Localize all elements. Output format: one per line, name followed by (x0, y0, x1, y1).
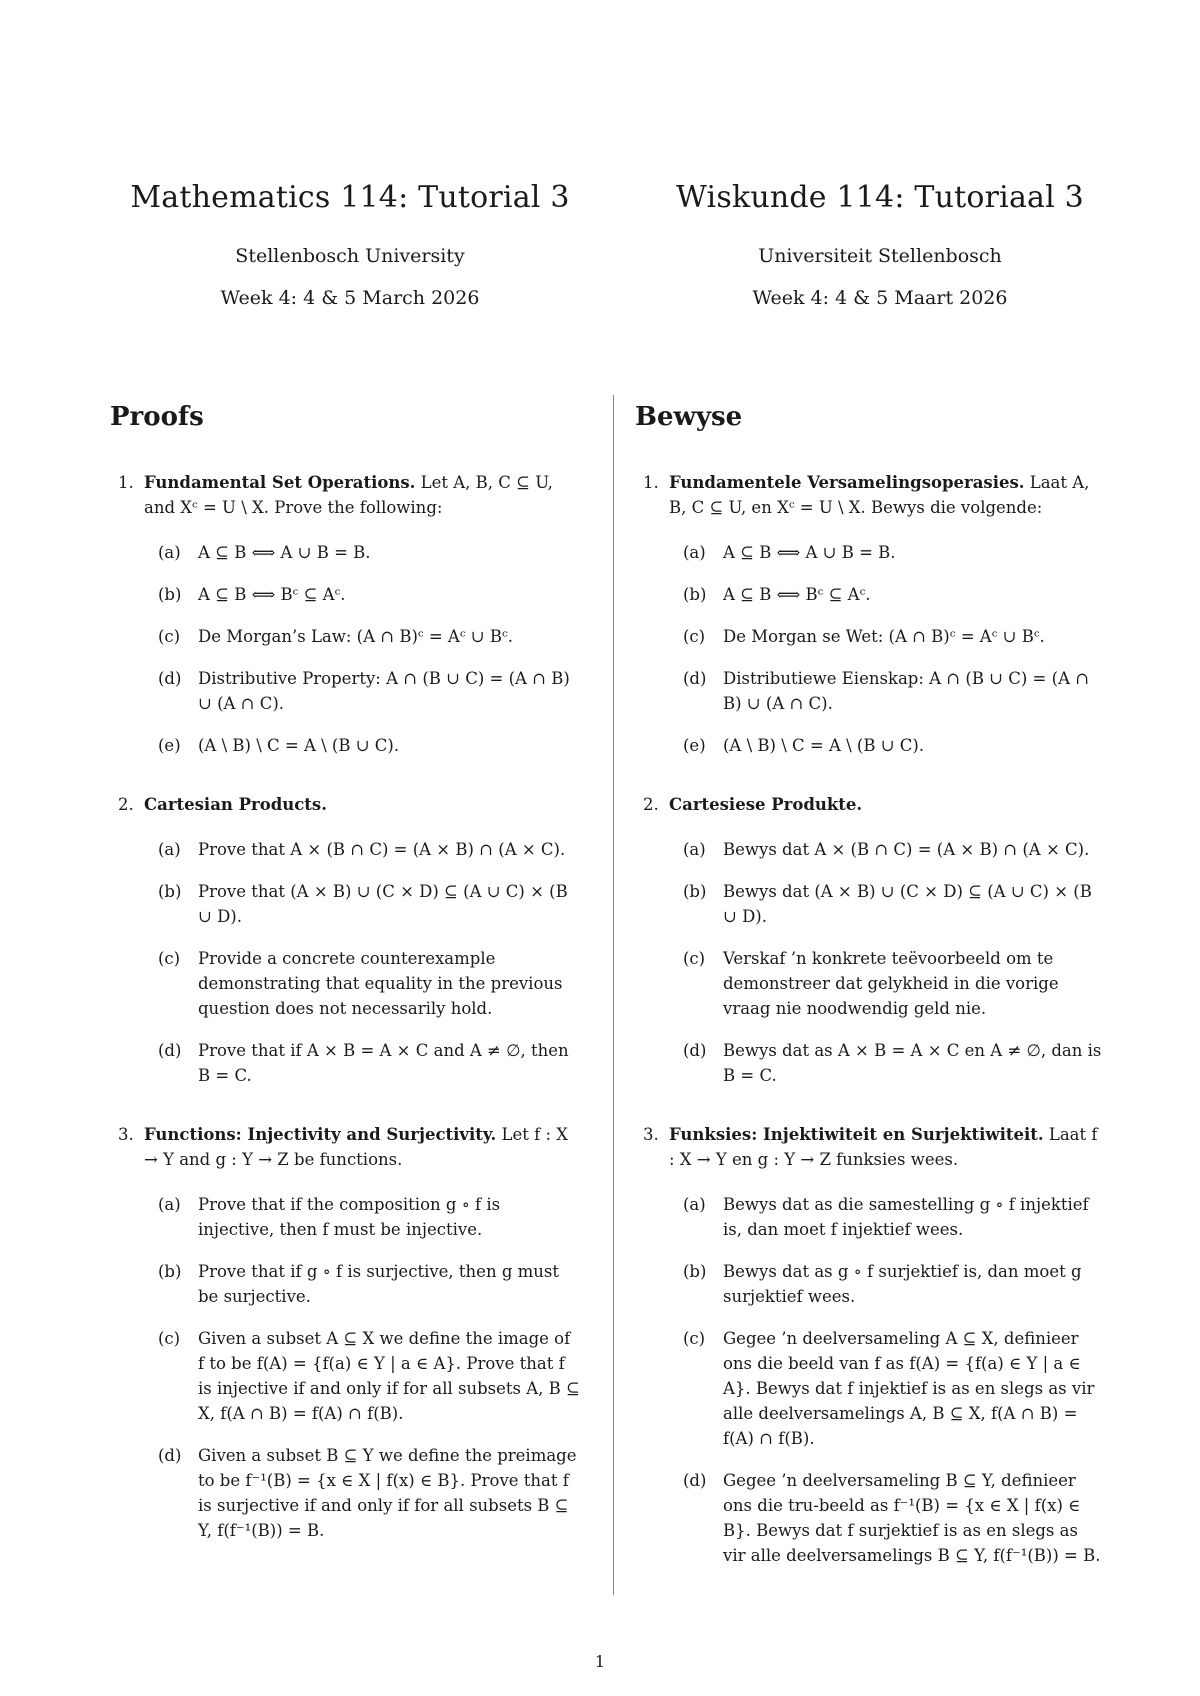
part-label: (d) (683, 669, 707, 688)
part-label: (c) (683, 627, 706, 646)
part-text: Prove that if A × B = A × C and A ≠ ∅, then B = C. (198, 1041, 569, 1085)
problem-part (669, 666, 1105, 716)
part-label: (d) (158, 1446, 182, 1465)
problem-part (144, 879, 580, 929)
problem-part (669, 1038, 1105, 1088)
problem-intro: Laat f : X → Y en g : Y → Z funksies wees. (669, 1125, 1098, 1169)
part-text: Prove that (A × B) ∪ (C × D) ⊆ (A ∪ C) × (B ∪ D). (198, 882, 568, 926)
english-column (110, 402, 580, 1577)
part-text: Distributive Property: A ∩ (B ∪ C) = (A ∩ B) ∪ (A ∩ C). (198, 669, 570, 713)
problem-title: Cartesiese Produkte. (669, 795, 863, 814)
problem-part (669, 624, 1105, 649)
problem-part (144, 624, 580, 649)
afrikaans-university: Universiteit Stellenbosch (758, 245, 1002, 267)
part-label: (b) (158, 882, 182, 901)
part-text: Prove that A × (B ∩ C) = (A × B) ∩ (A × C). (198, 840, 566, 859)
part-label: (b) (158, 585, 182, 604)
part-text: A ⊆ B ⟺ A ∪ B = B. (723, 543, 896, 562)
english-week: Week 4: 4 & 5 March 2026 (220, 287, 480, 309)
part-label: (d) (158, 669, 182, 688)
part-text: Bewys dat as die samestelling g ∘ f injektief is, dan moet f injektief wees. (723, 1195, 1089, 1239)
problem-part (669, 540, 1105, 565)
english-section-title: Proofs (110, 402, 204, 432)
part-text: Gegee ’n deelversameling B ⊆ Y, definieer ons die tru-beeld as f⁻¹(B) = {x ∈ X | f(x) ∈ B}. Bewys dat f surjektief is as en slegs as vir alle deelversamelings B ⊆ Y, f(f⁻¹(B)) = B. (723, 1471, 1101, 1565)
part-label: (c) (158, 949, 181, 968)
part-text: Verskaf ’n konkrete teëvoorbeeld om te demonstreer dat gelykheid in die vorige vraag nie noodwendig geld nie. (723, 949, 1059, 1018)
problem-part (669, 946, 1105, 1021)
part-text: Bewys dat as g ∘ f surjektief is, dan moet g surjektief wees. (723, 1262, 1082, 1306)
part-label: (d) (158, 1041, 182, 1060)
part-label: (b) (683, 1262, 707, 1281)
english-problem-1 (110, 470, 580, 758)
english-problem-3 (110, 1122, 580, 1543)
problem-part (144, 582, 580, 607)
part-text: Given a subset A ⊆ X we define the image of f to be f(A) = {f(a) ∈ Y | a ∈ A}. Prove that f is injective if and only if for all subsets A, B ⊆ X, f(A ∩ B) = f(A) ∩ f(B). (198, 1329, 580, 1423)
part-text: Provide a concrete counterexample demonstrating that equality in the previous question does not necessarily hold. (198, 949, 563, 1018)
part-label: (b) (683, 585, 707, 604)
part-label: (d) (683, 1041, 707, 1060)
part-text: A ⊆ B ⟺ Bᶜ ⊆ Aᶜ. (723, 585, 871, 604)
column-divider (613, 395, 614, 1595)
problem-part (144, 946, 580, 1021)
problem-part (669, 1192, 1105, 1242)
part-text: (A \ B) \ C = A \ (B ∪ C). (723, 736, 925, 755)
part-label: (a) (683, 1195, 706, 1214)
english-problem-2 (110, 792, 580, 1088)
afrikaans-week: Week 4: 4 & 5 Maart 2026 (752, 287, 1008, 309)
problem-part (669, 733, 1105, 758)
part-text: Bewys dat as A × B = A × C en A ≠ ∅, dan is B = C. (723, 1041, 1102, 1085)
part-text: De Morgan se Wet: (A ∩ B)ᶜ = Aᶜ ∪ Bᶜ. (723, 627, 1045, 646)
page-number: 1 (594, 1652, 606, 1671)
part-label: (e) (683, 736, 706, 755)
problem-part (144, 666, 580, 716)
part-text: A ⊆ B ⟺ Bᶜ ⊆ Aᶜ. (198, 585, 346, 604)
part-label: (e) (158, 736, 181, 755)
part-label: (a) (158, 840, 181, 859)
afrikaans-problem-3 (635, 1122, 1105, 1568)
part-label: (b) (158, 1262, 182, 1281)
problem-number: 3. (643, 1125, 659, 1144)
problem-part (669, 879, 1105, 929)
problem-part (144, 733, 580, 758)
part-label: (c) (158, 627, 181, 646)
problem-part (144, 1326, 580, 1426)
part-text: Prove that if the composition g ∘ f is injective, then f must be injective. (198, 1195, 501, 1239)
problem-part (669, 1468, 1105, 1568)
problem-title: Cartesian Products. (144, 795, 327, 814)
problem-part (144, 837, 580, 862)
part-label: (c) (683, 1329, 706, 1348)
part-label: (b) (683, 882, 707, 901)
part-text: De Morgan’s Law: (A ∩ B)ᶜ = Aᶜ ∪ Bᶜ. (198, 627, 513, 646)
problem-part (669, 1326, 1105, 1451)
part-label: (a) (158, 1195, 181, 1214)
problem-part (144, 1192, 580, 1242)
afrikaans-problem-1 (635, 470, 1105, 758)
english-header (70, 180, 630, 309)
problem-part (669, 1259, 1105, 1309)
afrikaans-column (635, 402, 1105, 1602)
problem-number: 1. (118, 473, 134, 492)
problem-title: Funksies: Injektiwiteit en Surjektiwiteit. (669, 1125, 1044, 1144)
part-label: (a) (683, 543, 706, 562)
problem-intro: Let f : X → Y and g : Y → Z be functions. (144, 1125, 569, 1169)
english-university: Stellenbosch University (235, 245, 465, 267)
problem-title: Fundamental Set Operations. (144, 473, 416, 492)
problem-intro: Laat A, B, C ⊆ U, en Xᶜ = U \ X. Bewys die volgende: (669, 473, 1090, 517)
part-text: Given a subset B ⊆ Y we define the preimage to be f⁻¹(B) = {x ∈ X | f(x) ∈ B}. Prove that f is surjective if and only if for all subsets B ⊆ Y, f(f⁻¹(B)) = B. (198, 1446, 577, 1540)
part-text: (A \ B) \ C = A \ (B ∪ C). (198, 736, 400, 755)
problem-part (144, 1259, 580, 1309)
problem-part (669, 837, 1105, 862)
problem-title: Fundamentele Versamelingsoperasies. (669, 473, 1025, 492)
part-text: A ⊆ B ⟺ A ∪ B = B. (198, 543, 371, 562)
part-label: (a) (158, 543, 181, 562)
part-text: Gegee ’n deelversameling A ⊆ X, definieer ons die beeld van f as f(A) = {f(a) ∈ Y | a ∈ A}. Bewys dat f injektief is as en slegs as vir alle deelversamelings A, B ⊆ X, f(A ∩ B) = f(A) ∩ f(B). (723, 1329, 1095, 1448)
problem-number: 2. (118, 795, 134, 814)
problem-part (144, 1038, 580, 1088)
problem-title: Functions: Injectivity and Surjectivity. (144, 1125, 497, 1144)
part-label: (d) (683, 1471, 707, 1490)
english-title: Mathematics 114: Tutorial 3 (130, 180, 570, 215)
problem-intro: Let A, B, C ⊆ U, and Xᶜ = U \ X. Prove the following: (144, 473, 553, 517)
part-text: Prove that if g ∘ f is surjective, then g must be surjective. (198, 1262, 559, 1306)
part-text: Distributiewe Eienskap: A ∩ (B ∪ C) = (A ∩ B) ∪ (A ∩ C). (723, 669, 1090, 713)
problem-part (669, 582, 1105, 607)
part-label: (c) (158, 1329, 181, 1348)
part-label: (a) (683, 840, 706, 859)
problem-number: 3. (118, 1125, 134, 1144)
afrikaans-title: Wiskunde 114: Tutoriaal 3 (676, 180, 1084, 215)
part-text: Bewys dat A × (B ∩ C) = (A × B) ∩ (A × C). (723, 840, 1090, 859)
part-label: (c) (683, 949, 706, 968)
afrikaans-problem-2 (635, 792, 1105, 1088)
afrikaans-section-title: Bewyse (635, 402, 743, 432)
problem-number: 1. (643, 473, 659, 492)
problem-part (144, 540, 580, 565)
problem-number: 2. (643, 795, 659, 814)
afrikaans-header (600, 180, 1160, 309)
problem-part (144, 1443, 580, 1543)
part-text: Bewys dat (A × B) ∪ (C × D) ⊆ (A ∪ C) × (B ∪ D). (723, 882, 1092, 926)
